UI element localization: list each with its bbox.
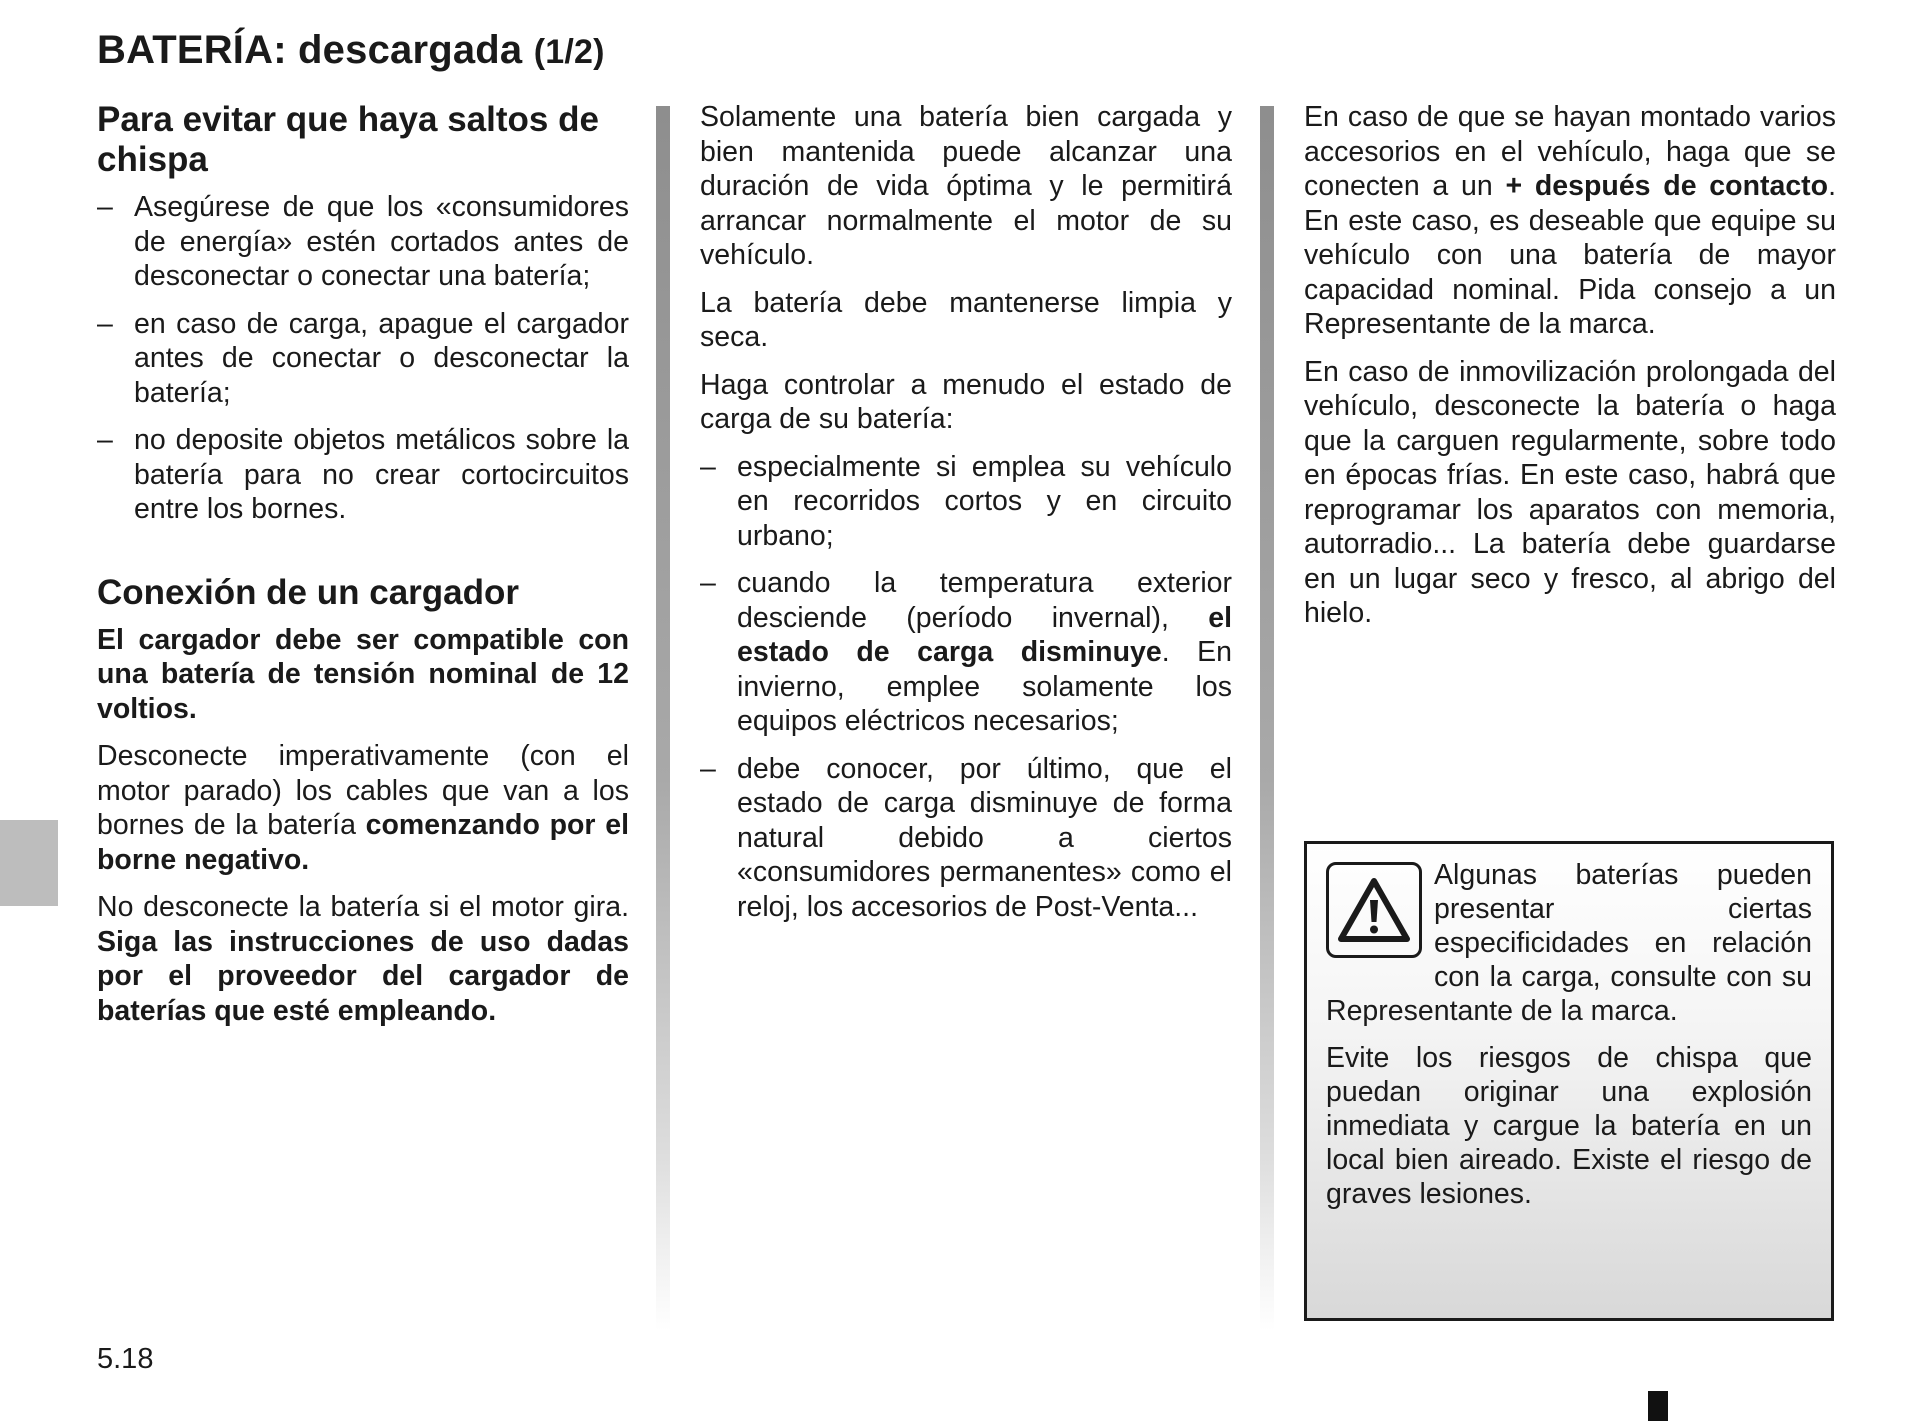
title-part: (1/2) <box>533 33 605 71</box>
list-item: – Asegúrese de que los «consumidores de energía» estén cortados antes de desconectar o conectar una batería; <box>97 190 629 294</box>
warning-text-1: Algunas baterías pueden presentar ciertas especificidades en relación con la carga, consulte con su Representante de la marca. <box>1326 859 1812 1027</box>
running-paragraph <box>97 890 629 1028</box>
disconnect-text: Desconecte imperativamente (con el motor parado) los cables que van a los bornes de la batería <box>97 740 629 841</box>
intro-paragraph: Solamente una batería bien cargada y bien mantenida puede alcanzar una duración de vida óptima y le permitirá arrancar normalmente el motor de su vehículo. <box>700 101 1232 271</box>
column-left <box>97 100 629 1041</box>
column-divider <box>656 106 670 1331</box>
check-paragraph: Haga controlar a menudo el estado de carga de su batería: <box>700 368 1232 435</box>
edge-mark <box>1648 1391 1668 1421</box>
warning-text-2: Evite los riesgos de chispa que puedan originar una explosión inmediata y cargue la batería en un local bien aireado. Existe el riesgo de graves lesiones. <box>1326 1042 1812 1210</box>
heading-spark-prevention: Para evitar que haya saltos de chispa <box>97 100 599 179</box>
column-middle <box>700 100 1232 937</box>
list-item: – no deposite objetos metálicos sobre la batería para no crear cortocircuitos entre los bornes. <box>97 423 629 527</box>
title-main: BATERÍA: descargada <box>97 28 523 72</box>
warning-triangle-icon <box>1326 862 1422 958</box>
acc-bold: + después de contacto <box>1505 170 1829 202</box>
charge-list <box>700 450 1232 925</box>
disconnect-paragraph <box>97 739 629 877</box>
list-item: – debe conocer, por último, que el estado de carga disminuye de forma natural debido a ciertos «consumidores permanentes» como el reloj, los accesorios de Post-Venta... <box>700 752 1232 925</box>
section-tab <box>0 820 58 906</box>
item-text: cuando la temperatura exterior desciende (período invernal), <box>737 567 1232 634</box>
charger-compat-text: El cargador debe ser compatible con una batería de tensión nominal de 12 voltios. <box>97 623 629 725</box>
warning-box <box>1304 841 1834 1321</box>
list-item: – en caso de carga, apague el cargador antes de conectar o desconectar la batería; <box>97 307 629 411</box>
column-right <box>1304 100 1836 644</box>
running-bold: Siga las instrucciones de uso dadas por el proveedor del cargador de baterías que esté empleando. <box>97 925 629 1027</box>
item-bold: el estado de carga disminuye <box>737 601 1232 668</box>
disconnect-bold: comenzando por el borne negativo. <box>97 809 629 876</box>
list-item <box>700 566 1232 739</box>
column-divider <box>1260 106 1274 1331</box>
list-item: – especialmente si emplea su vehículo en recorridos cortos y en circuito urbano; <box>700 450 1232 554</box>
running-text: No desconecte la batería si el motor gira. <box>97 891 629 923</box>
accessories-paragraph <box>1304 100 1836 342</box>
heading-charger-connection: Conexión de un cargador <box>97 572 519 612</box>
spark-list <box>97 190 629 527</box>
item-text: . En invierno, emplee solamente los equipos eléctricos necesarios; <box>737 636 1232 737</box>
page-number: 5.18 <box>97 1343 154 1375</box>
storage-paragraph: En caso de inmovilización prolongada del vehículo, desconecte la batería o haga que la carguen regularmente, sobre todo en épocas frías. En este caso, habrá que reprogramar los aparatos con memoria, autorradio... La batería debe guardarse en un lugar seco y fresco, al abrigo del hielo. <box>1304 355 1836 629</box>
clean-paragraph: La batería debe mantenerse limpia y seca. <box>700 286 1232 353</box>
acc-text: . En este caso, es deseable que equipe su vehículo con una batería de mayor capacidad nominal. Pida consejo a un Representante de la marca. <box>1304 170 1836 340</box>
acc-text: En caso de que se hayan montado varios accesorios en el vehículo, haga que se conecten a un <box>1304 101 1836 202</box>
page-title <box>97 28 605 73</box>
